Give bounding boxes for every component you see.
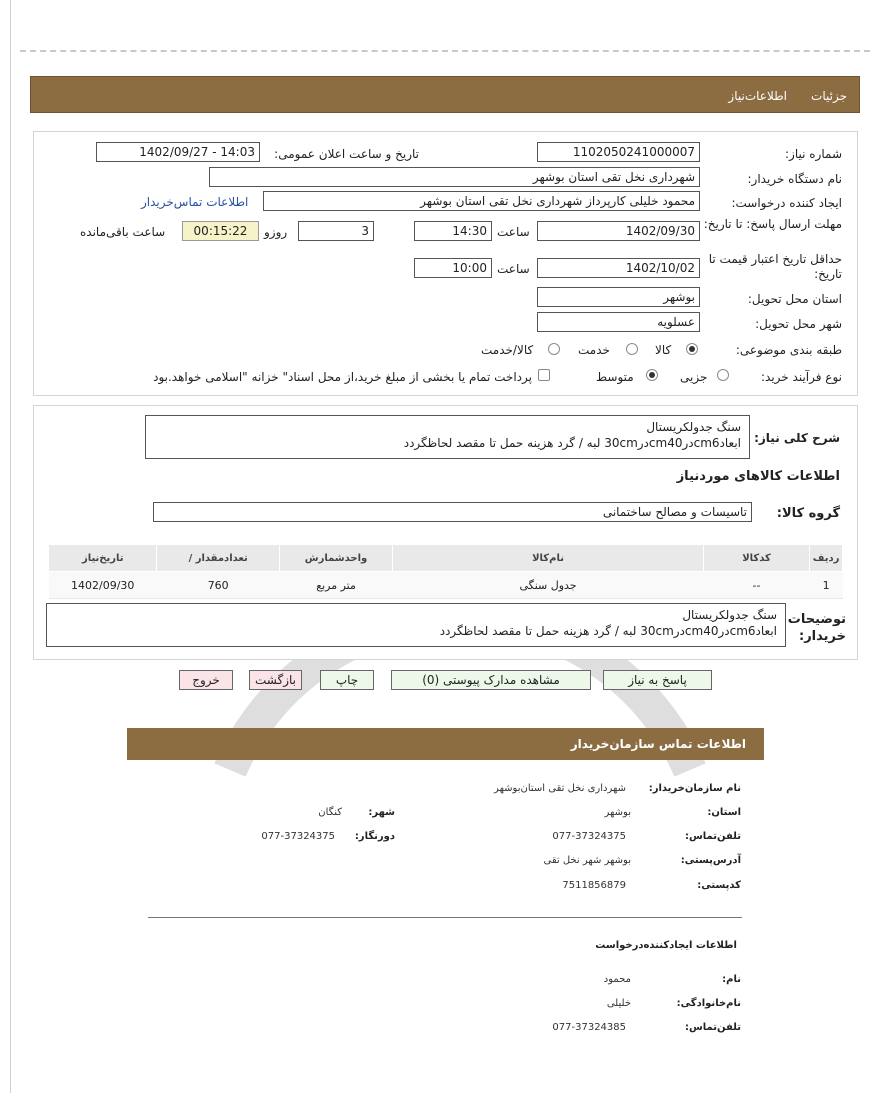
summary-box[interactable] <box>145 415 750 459</box>
category-goods-label: کالا <box>655 343 672 357</box>
process-partial-label: جزیی <box>680 370 708 384</box>
attachments-button[interactable]: مشاهده مدارک پیوستی (0) <box>391 670 591 690</box>
contact-province-label: استان: <box>707 807 741 818</box>
contact-province-value: بوشهر <box>604 807 631 818</box>
province-field[interactable]: بوشهر <box>537 287 700 307</box>
goods-info-title: اطلاعات کالاهای موردنیاز <box>676 469 840 484</box>
deadline-time-field[interactable]: 14:30 <box>414 221 492 241</box>
page-left-border <box>10 0 11 1093</box>
col-goods-code: کدکالا <box>703 545 809 572</box>
print-button[interactable]: چاپ <box>320 670 374 690</box>
category-service-label: خدمت <box>578 343 610 357</box>
summary-line-1: سنگ جدولکریستال <box>646 420 741 434</box>
city-field[interactable]: عسلویه <box>537 312 700 332</box>
need-number-field[interactable]: 1102050241000007 <box>537 142 700 162</box>
contact-address-label: آدرس‌پستی: <box>680 855 741 866</box>
goods-group-field[interactable]: تاسیسات و مصالح ساختمانی <box>153 502 752 522</box>
category-label: طبقه بندی موضوعی: <box>735 343 842 357</box>
col-goods-name: نام‌کالا <box>393 545 704 572</box>
deadline-time-label: ساعت <box>497 225 530 239</box>
treasury-payment-checkbox[interactable] <box>538 369 550 381</box>
summary-line-2: ابعادcm6درcm40در30cm لبه / گرد هزینه حمل تا مقصد لحاظگردد <box>403 436 741 450</box>
process-medium-label: متوسط <box>596 370 634 384</box>
top-divider <box>20 50 870 52</box>
treasury-payment-note: پرداخت تمام یا بخشی از مبلغ خرید،از محل اسناد" خزانه "اسلامی خواهد.بود <box>153 370 532 384</box>
buyer-contact-link[interactable]: اطلاعات تماس‌خریدار <box>141 195 249 209</box>
contact-phone-label: تلفن‌تماس: <box>684 831 741 842</box>
exit-button[interactable]: خروج <box>179 670 233 690</box>
buyer-desc-line-2: ابعادcm6درcm40در30cm لبه / گرد هزینه حمل تا مقصد لحاظگردد <box>439 624 777 638</box>
contact-divider <box>148 917 742 918</box>
deadline-label: مهلت ارسال پاسخ: تا تاریخ: <box>703 217 842 231</box>
contact-fax-value: 077-37324375 <box>261 831 335 842</box>
contact-city-label: شهر: <box>368 807 395 818</box>
creator-label: ایجاد کننده درخواست: <box>731 196 842 210</box>
min-validity-date-field[interactable]: 1402/10/02 <box>537 258 700 278</box>
days-label: روزو <box>264 225 288 239</box>
col-row-number: ردیف <box>810 545 843 572</box>
deadline-date-field[interactable]: 1402/09/30 <box>537 221 700 241</box>
category-goods-service-radio[interactable] <box>548 343 560 355</box>
need-number-label: شماره نیاز: <box>785 147 842 161</box>
buyer-org-field[interactable]: شهرداری نخل تقی استان بوشهر <box>209 167 700 187</box>
process-medium-radio[interactable] <box>646 369 658 381</box>
col-unit: واحدشمارش <box>279 545 392 572</box>
contact-postal-value: 7511856879 <box>562 880 626 891</box>
table-row[interactable] <box>49 572 843 599</box>
col-need-date: تاریخ‌نیاز <box>49 545 157 572</box>
category-goods-radio[interactable] <box>686 343 698 355</box>
creator-name-value: محمود <box>603 974 631 985</box>
tab-details[interactable]: جزئیات <box>811 89 847 103</box>
goods-table <box>48 544 843 599</box>
process-partial-radio[interactable] <box>717 369 729 381</box>
contact-phone-value: 077-37324375 <box>552 831 626 842</box>
creator-field[interactable]: محمود خلیلی کارپرداز شهرداری نخل تقی استان بوشهر <box>263 191 700 211</box>
goods-group-label: گروه کالا: <box>776 506 840 521</box>
buyer-contact-title: اطلاعات تماس سازمان‌خریدار <box>570 737 746 751</box>
back-button[interactable]: بازگشت <box>249 670 302 690</box>
announce-datetime-label: تاریخ و ساعت اعلان عمومی: <box>274 147 419 161</box>
contact-postal-label: کدپستی: <box>697 880 741 891</box>
buyer-desc-label: توضیحات خریدار: <box>787 612 846 644</box>
cell-row-number: 1 <box>810 572 843 599</box>
contact-city-value: کنگان <box>318 807 342 818</box>
top-header-bar <box>30 76 860 113</box>
province-label: استان محل تحویل: <box>747 292 842 306</box>
creator-info-title: اطلاعات ایجادکننده‌درخواست <box>595 940 737 951</box>
buyer-org-label: نام دستگاه خریدار: <box>747 172 842 186</box>
announce-datetime-field[interactable]: 1402/09/27 - 14:03 <box>96 142 260 162</box>
min-validity-time-label: ساعت <box>497 262 530 276</box>
contact-fax-label: دورنگار: <box>354 831 395 842</box>
min-validity-time-field[interactable]: 10:00 <box>414 258 492 278</box>
city-label: شهر محل تحویل: <box>755 317 842 331</box>
creator-phone-value: 077-37324385 <box>552 1022 626 1033</box>
contact-org-value: شهرداری نخل تقی استان‌بوشهر <box>494 783 626 794</box>
days-field[interactable]: 3 <box>298 221 374 241</box>
tab-need-info[interactable]: اطلاعات‌نیاز <box>728 89 787 103</box>
buyer-contact-header <box>127 728 764 760</box>
creator-phone-label: تلفن‌تماس: <box>684 1022 741 1033</box>
min-validity-label: حداقل تاریخ اعتبار قیمت تا تاریخ: <box>708 252 842 281</box>
remaining-time-badge: 00:15:22 <box>182 221 259 241</box>
cell-unit: متر مربع <box>279 572 392 599</box>
buyer-desc-line-1: سنگ جدولکریستال <box>682 608 777 622</box>
process-type-label: نوع فرآیند خرید: <box>761 370 842 384</box>
reply-button[interactable]: پاسخ به نیاز <box>603 670 712 690</box>
table-header-row <box>49 545 843 572</box>
remaining-time-label: ساعت باقی‌مانده <box>80 225 166 239</box>
creator-family-label: نام‌خانوادگی: <box>676 998 741 1009</box>
contact-address-value: بوشهر شهر نخل تقی <box>543 855 631 866</box>
creator-family-value: خلیلی <box>606 998 631 1009</box>
category-goods-service-label: کالا/خدمت <box>481 343 534 357</box>
creator-name-label: نام: <box>722 974 741 985</box>
cell-need-date: 1402/09/30 <box>49 572 157 599</box>
buyer-desc-box[interactable] <box>46 603 786 647</box>
category-service-radio[interactable] <box>626 343 638 355</box>
col-quantity: تعدادمقدار / <box>157 545 279 572</box>
cell-quantity: 760 <box>157 572 279 599</box>
cell-goods-code: -- <box>703 572 809 599</box>
cell-goods-name: جدول سنگی <box>393 572 704 599</box>
summary-label: شرح کلی نیاز: <box>754 431 840 445</box>
contact-org-label: نام سازمان‌خریدار: <box>648 783 741 794</box>
